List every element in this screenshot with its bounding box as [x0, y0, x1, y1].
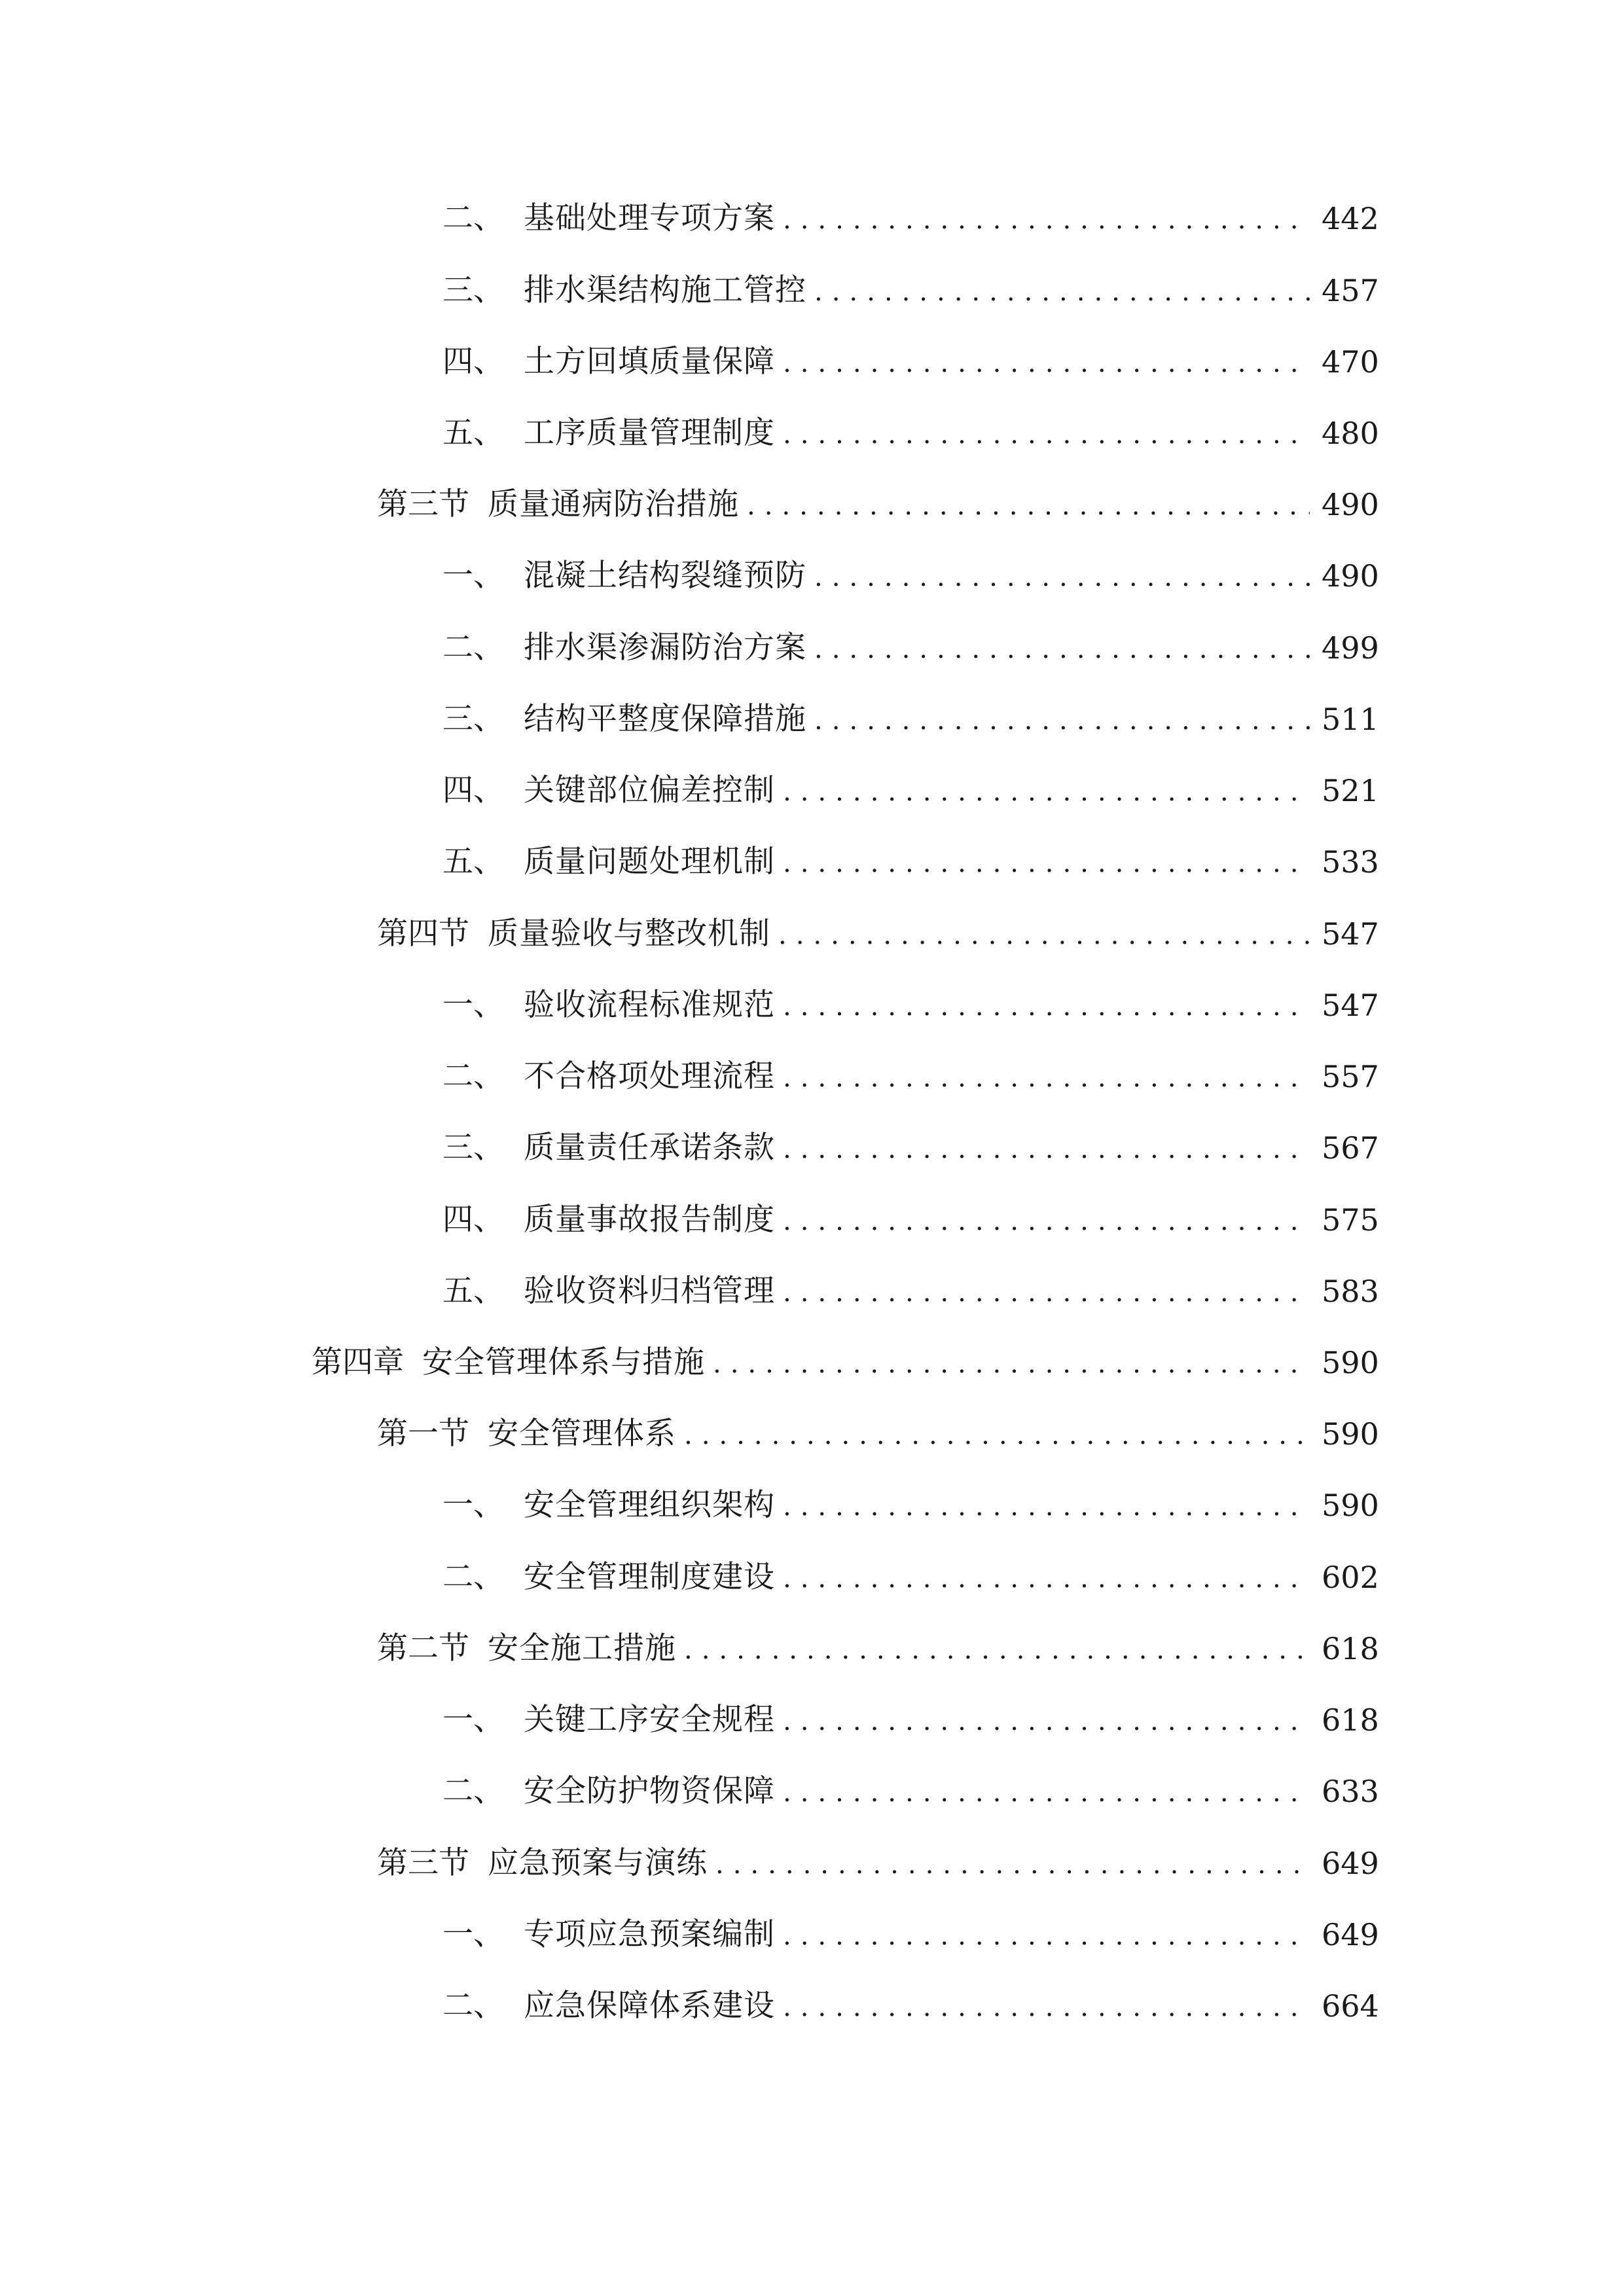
entry-title: 工序质量管理制度 [524, 415, 775, 451]
entry-number: 二、 [442, 630, 504, 666]
toc-entry[interactable] [442, 1479, 1379, 1532]
entry-number: 四、 [442, 344, 504, 380]
entry-number: 五、 [442, 844, 504, 880]
entry-title: 排水渠结构施工管控 [524, 272, 806, 308]
toc-entry[interactable] [312, 1336, 1379, 1389]
dot-leader [814, 622, 1310, 674]
page-number: 557 [1322, 1059, 1379, 1094]
entry-title: 安全管理体系 [488, 1416, 676, 1452]
entry-number: 二、 [442, 1773, 504, 1809]
dot-leader [783, 336, 1310, 388]
entry-title: 土方回填质量保障 [524, 344, 775, 380]
entry-title: 安全防护物资保障 [524, 1773, 775, 1809]
page-number: 521 [1322, 773, 1379, 808]
page-number: 590 [1322, 1416, 1379, 1452]
entry-number: 第三节 [377, 1845, 469, 1881]
dot-leader [783, 764, 1310, 817]
entry-title: 质量责任承诺条款 [524, 1130, 775, 1166]
toc-entry[interactable] [442, 550, 1379, 602]
entry-title: 不合格项处理流程 [524, 1058, 775, 1094]
toc-entry[interactable] [377, 908, 1379, 960]
page-number: 567 [1322, 1130, 1379, 1166]
page-number: 490 [1322, 487, 1379, 522]
entry-number: 第三节 [377, 486, 469, 522]
entry-number: 二、 [442, 1058, 504, 1094]
entry-number: 四、 [442, 1202, 504, 1238]
entry-number: 一、 [442, 1487, 504, 1523]
toc-entry[interactable] [442, 1265, 1379, 1318]
entry-number: 第一节 [377, 1416, 469, 1452]
toc-entry[interactable] [442, 192, 1379, 245]
page-number: 590 [1322, 1488, 1379, 1523]
dot-leader [783, 836, 1310, 888]
page-number: 664 [1322, 1988, 1379, 2024]
toc-entry[interactable] [442, 407, 1379, 459]
toc-entry[interactable] [442, 693, 1379, 745]
toc-entry[interactable] [442, 1050, 1379, 1103]
toc-entry[interactable] [442, 1980, 1379, 2032]
toc-entry[interactable] [442, 764, 1379, 817]
toc-entry[interactable] [442, 1122, 1379, 1174]
entry-title: 质量通病防治措施 [488, 486, 739, 522]
toc-entry[interactable] [442, 979, 1379, 1031]
dot-leader [713, 1336, 1310, 1389]
dot-leader [783, 1551, 1310, 1604]
dot-leader [783, 407, 1310, 459]
toc-entry[interactable] [442, 1551, 1379, 1604]
toc-entry[interactable] [377, 1837, 1379, 1890]
entry-title: 质量事故报告制度 [524, 1202, 775, 1238]
dot-leader [747, 478, 1310, 531]
entry-title: 安全管理组织架构 [524, 1487, 775, 1523]
page-number: 575 [1322, 1202, 1379, 1238]
page-number: 511 [1322, 702, 1379, 737]
page-number: 480 [1322, 416, 1379, 451]
entry-title: 应急保障体系建设 [524, 1988, 775, 2024]
dot-leader [783, 192, 1310, 245]
dot-leader [814, 550, 1310, 602]
entry-number: 一、 [442, 1916, 504, 1952]
entry-number: 二、 [442, 1988, 504, 2024]
dot-leader [783, 1050, 1310, 1103]
toc-entry[interactable] [442, 836, 1379, 888]
dot-leader [783, 979, 1310, 1031]
page-number: 499 [1322, 630, 1379, 666]
toc-entry[interactable] [442, 1765, 1379, 1818]
entry-title: 安全施工措施 [488, 1630, 676, 1666]
page-number: 583 [1322, 1274, 1379, 1309]
entry-title: 验收资料归档管理 [524, 1273, 775, 1309]
entry-title: 关键部位偏差控制 [524, 772, 775, 808]
entry-title: 关键工序安全规程 [524, 1702, 775, 1738]
entry-number: 一、 [442, 987, 504, 1023]
entry-number: 第二节 [377, 1630, 469, 1666]
entry-number: 三、 [442, 701, 504, 737]
page-number: 618 [1322, 1702, 1379, 1738]
entry-number: 二、 [442, 1559, 504, 1595]
dot-leader [783, 1694, 1310, 1746]
page-number: 618 [1322, 1631, 1379, 1666]
page-number: 547 [1322, 988, 1379, 1023]
page-number: 547 [1322, 916, 1379, 952]
entry-title: 应急预案与演练 [488, 1845, 708, 1881]
toc-entry[interactable] [442, 1909, 1379, 1961]
page-number: 470 [1322, 344, 1379, 380]
entry-title: 排水渠渗漏防治方案 [524, 630, 806, 666]
page-number: 649 [1322, 1846, 1379, 1881]
dot-leader [783, 1265, 1310, 1318]
entry-number: 四、 [442, 772, 504, 808]
entry-title: 安全管理制度建设 [524, 1559, 775, 1595]
page-number: 533 [1322, 844, 1379, 880]
page-number: 602 [1322, 1560, 1379, 1595]
entry-number: 五、 [442, 415, 504, 451]
page-number: 649 [1322, 1917, 1379, 1952]
entry-title: 验收流程标准规范 [524, 987, 775, 1023]
dot-leader [778, 908, 1310, 960]
entry-number: 第四节 [377, 916, 469, 952]
dot-leader [684, 1408, 1310, 1460]
entry-number: 三、 [442, 272, 504, 308]
dot-leader [814, 693, 1310, 745]
dot-leader [783, 1194, 1310, 1246]
dot-leader [684, 1623, 1310, 1675]
page-number: 490 [1322, 558, 1379, 594]
page-number: 457 [1322, 273, 1379, 308]
page-number: 590 [1322, 1345, 1379, 1380]
entry-number: 一、 [442, 558, 504, 594]
entry-number: 三、 [442, 1130, 504, 1166]
entry-title: 专项应急预案编制 [524, 1916, 775, 1952]
entry-number: 二、 [442, 200, 504, 236]
dot-leader [783, 1479, 1310, 1532]
entry-title: 基础处理专项方案 [524, 200, 775, 236]
toc-entry[interactable] [442, 264, 1379, 317]
page-number: 633 [1322, 1774, 1379, 1809]
toc-entry[interactable] [442, 336, 1379, 388]
toc-entry[interactable] [442, 1694, 1379, 1746]
entry-number: 五、 [442, 1273, 504, 1309]
dot-leader [783, 1122, 1310, 1174]
toc-entry[interactable] [442, 1194, 1379, 1246]
entry-title: 安全管理体系与措施 [422, 1344, 705, 1380]
dot-leader [783, 1909, 1310, 1961]
entry-title: 质量问题处理机制 [524, 844, 775, 880]
entry-title: 混凝土结构裂缝预防 [524, 558, 806, 594]
toc-entry[interactable] [442, 622, 1379, 674]
toc-entry[interactable] [377, 1623, 1379, 1675]
dot-leader [814, 264, 1310, 317]
entry-number: 一、 [442, 1702, 504, 1738]
dot-leader [783, 1980, 1310, 2032]
dot-leader [715, 1837, 1310, 1890]
dot-leader [783, 1765, 1310, 1818]
entry-number: 第四章 [312, 1344, 404, 1380]
page-number: 442 [1322, 201, 1379, 236]
entry-title: 结构平整度保障措施 [524, 701, 806, 737]
toc-entry[interactable] [377, 1408, 1379, 1460]
toc-entry[interactable] [377, 478, 1379, 531]
entry-title: 质量验收与整改机制 [488, 916, 770, 952]
